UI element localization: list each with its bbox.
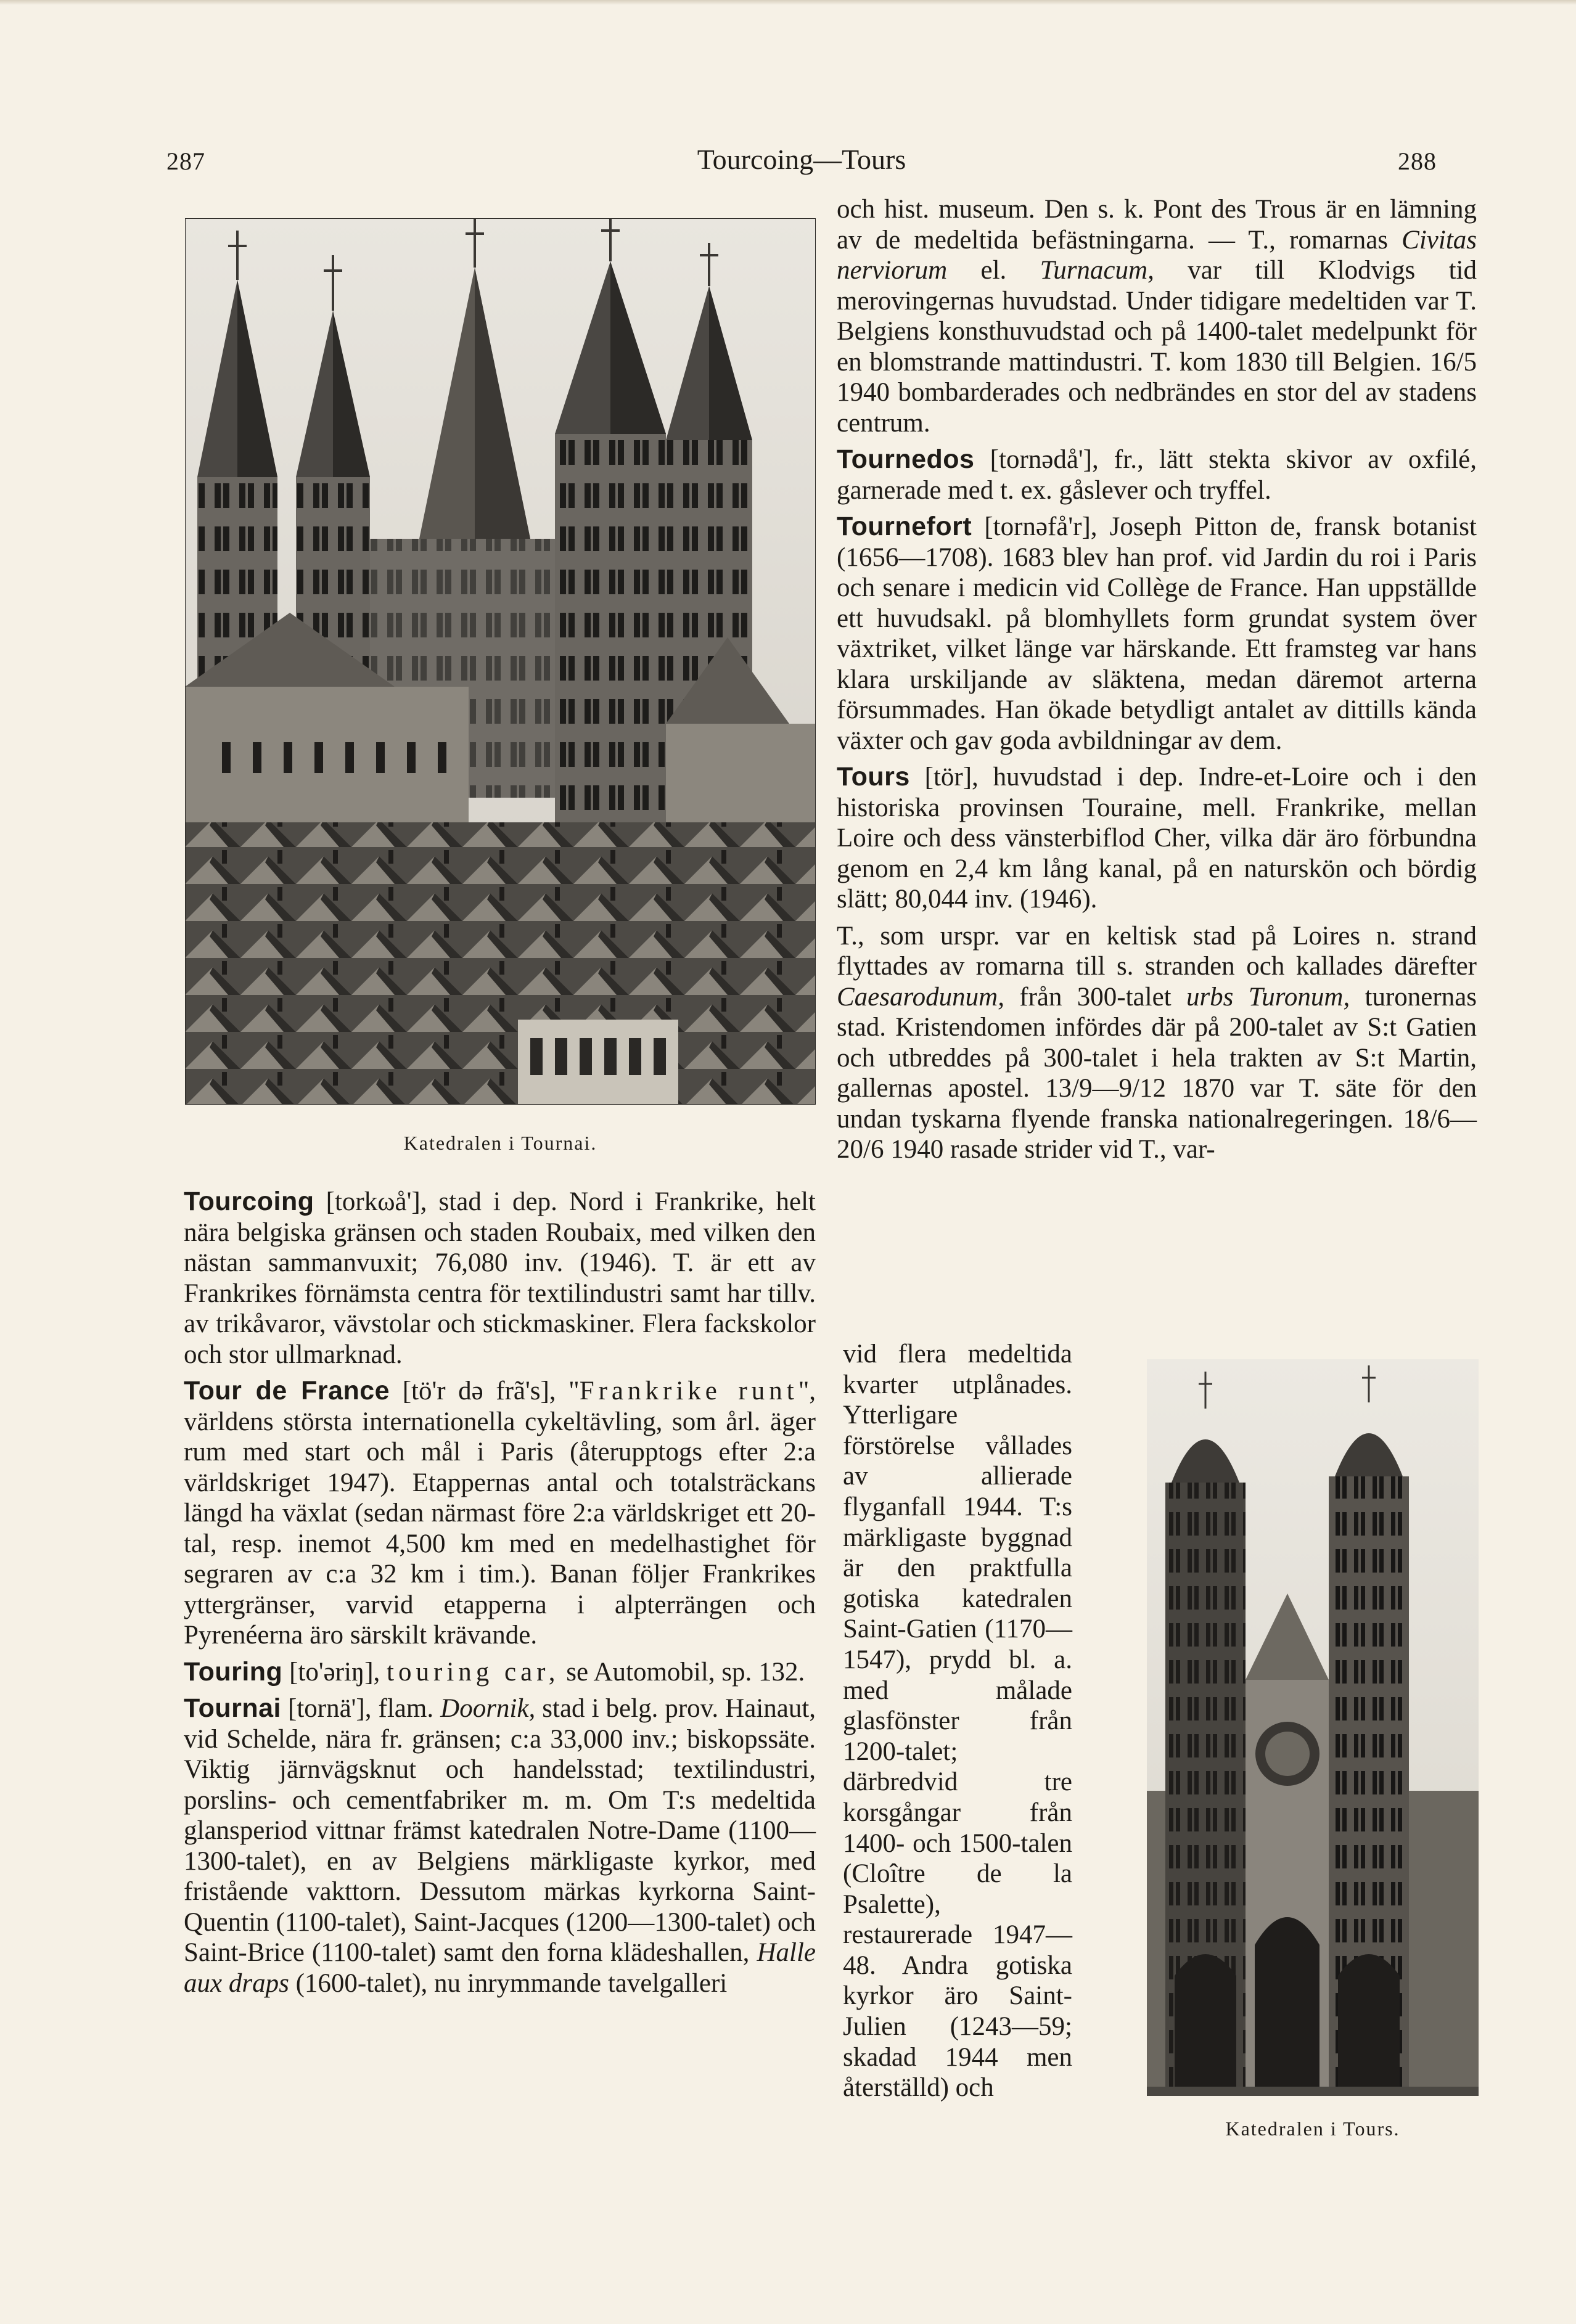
page-edge: [0, 0, 1576, 5]
headword-tours: Tours: [837, 762, 910, 792]
entry-tournai: Tournai [tornä'], flam. Doornik, stad i belg. prov. Hainaut, vid Schelde, nära fr. gränsen; c:a 33,000 inv.; biskopssäte. Viktig järnvägsknut och handelsstad; textilindustri, porslins- och cementfabriker m. m. Om T:s medeltida glansperiod vittnar främst katedralen Notre-Dame (1100—1300-talet), en av Belgiens märkligaste kyrkor, med fristående vakttorn. Dessutom märkas kyrkorna Saint-Quentin (1100-talet), Saint-Jacques (1200—1300-talet) och Saint-Brice (1100-talet) samt den forna klädeshallen, Halle aux draps (1600-talet), nu inrymmande tavelgalleri: [184, 1693, 816, 1998]
tours-cathedral-illustration: [1147, 1359, 1479, 2096]
headword-tournefort: Tournefort: [837, 512, 972, 541]
tours-continuation: vid flera medeltida kvarter utplånades. Ytterligare förstörelse vållades av allierade flyganfall 1944. T:s märkligaste byggnad är den praktfulla gotiska katedralen Saint-Gatien (1170—1547), prydd bl. a. med målade glasfönster från 1200-talet; därbredvid tre korsgångar från 1400- och 1500-talen (Cloître de la Psalette), restaurerade 1947—48. Andra gotiska kyrkor äro Saint-Julien (1243—59; skadad 1944 men återställd) och: [843, 1340, 1072, 2103]
right-column-top: [837, 194, 1477, 1171]
entry-tournedos: Tournedos [tornədå'], fr., lätt stekta skivor av oxfilé, garnerade med t. ex. gåslever och tryffel.: [837, 444, 1477, 505]
right-column-narrow: [843, 1339, 1072, 2109]
left-column: [184, 1187, 816, 2005]
tours-cathedral-photo: [1147, 1359, 1479, 2096]
running-title: Tourcoing—Tours: [697, 144, 906, 175]
tournai-cathedral-illustration: [185, 218, 816, 1105]
headword-tournedos: Tournedos: [837, 444, 975, 474]
tournai-cathedral-photo: [185, 218, 816, 1105]
headword-tour-de-france: Tour de France: [184, 1376, 390, 1405]
tours-caption: Katedralen i Tours.: [1225, 2117, 1400, 2140]
entry-tours-history: T., som urspr. var en keltisk stad på Loires n. strand flyttades av romarna till s. stranden och kallades därefter Caesarodunum, från 300-talet urbs Turonum, turonernas stad. Kristendomen infördes där på 200-talet av S:t Gatien och utbreddes på 300-talet i hela trakten av S:t Martin, gallernas apostel. 13/9—9/12 1870 var T. säte för den undan tyskarna flyende franska nationalregeringen. 18/6—20/6 1940 rasade strider vid T., var-: [837, 921, 1477, 1164]
headword-touring: Touring: [184, 1656, 283, 1687]
tournai-caption: Katedralen i Tournai.: [403, 1132, 597, 1154]
entry-tour-de-france: Tour de France [tö'r də frã's], "Frankrike runt", världens största internationella cykeltävling, som årl. äger rum med start och mål i Paris (återupptogs efter 2:a världskriget 1947). Etappernas antal och totalsträckans längd ha växlat (sedan närmast före 2:a världskriget ett 20-tal, resp. inemot 4,500 km med en medelhastighet för segraren av c:a 32 km i tim.). Banan följer Frankrikes yttergränser, varvid etapperna i alpterrängen och Pyrenéerna äro särskilt krävande.: [184, 1376, 816, 1650]
entry-touring: Touring [to'əriŋ], touring car, se Automobil, sp. 132.: [184, 1656, 805, 1687]
page-number-right: 288: [1398, 147, 1437, 175]
entry-tours: Tours [tör], huvudstad i dep. Indre-et-Loire och i den historiska provinsen Touraine, mell. Frankrike, mellan Loire och dess vänsterbiflod Cher, vilka där äro förbundna genom en 2,4 km lång kanal, på en naturskön och bördig slätt; 80,044 inv. (1946).: [837, 762, 1477, 914]
headword-tourcoing: Tourcoing: [184, 1187, 314, 1216]
entry-tournefort: Tournefort [tornəfå'r], Joseph Pitton de, fransk botanist (1656—1708). 1683 blev han prof. vid Jardin du roi i Paris och senare i medicin vid Collège de France. Han uppställde ett huvudsakl. på blomhyllets form grundat system över växtriket, vilket länge var härskande. Ett framsteg var hans klara urskiljande av släktena, medan däremot arterna försummades. Han ökade betydligt antalet av dittills kända växter och gav goda avbildningar av dem.: [837, 512, 1477, 755]
page-header: [166, 141, 1437, 190]
entry-tourcoing: Tourcoing [torkωå'], stad i dep. Nord i Frankrike, helt nära belgiska gränsen och staden Roubaix, med vilken den nästan sammanvuxit; 76,080 inv. (1946). T. är ett av Frankrikes förnämsta centra för textilindustri samt har tillv. av trikåvaror, vävstolar och stickmaskiner. Flera fackskolor och stor ullmarknad.: [184, 1187, 816, 1369]
tournai-continuation: och hist. museum. Den s. k. Pont des Trous är en lämning av de medeltida befästningarna. — T., romarnas Civitas nerviorum el. Turnacum, var till Klodvigs tid merovingernas huvudstad. Under tidigare medeltiden var T. Belgiens konsthuvudstad och på 1400-talet medelpunkt för en blomstrande mattindustri. T. kom 1830 till Belgien. 16/5 1940 bombarderades och nedbrändes en stor del av stadens centrum.: [837, 195, 1477, 438]
headword-tournai: Tournai: [184, 1693, 281, 1723]
page-number-left: 287: [166, 147, 205, 175]
